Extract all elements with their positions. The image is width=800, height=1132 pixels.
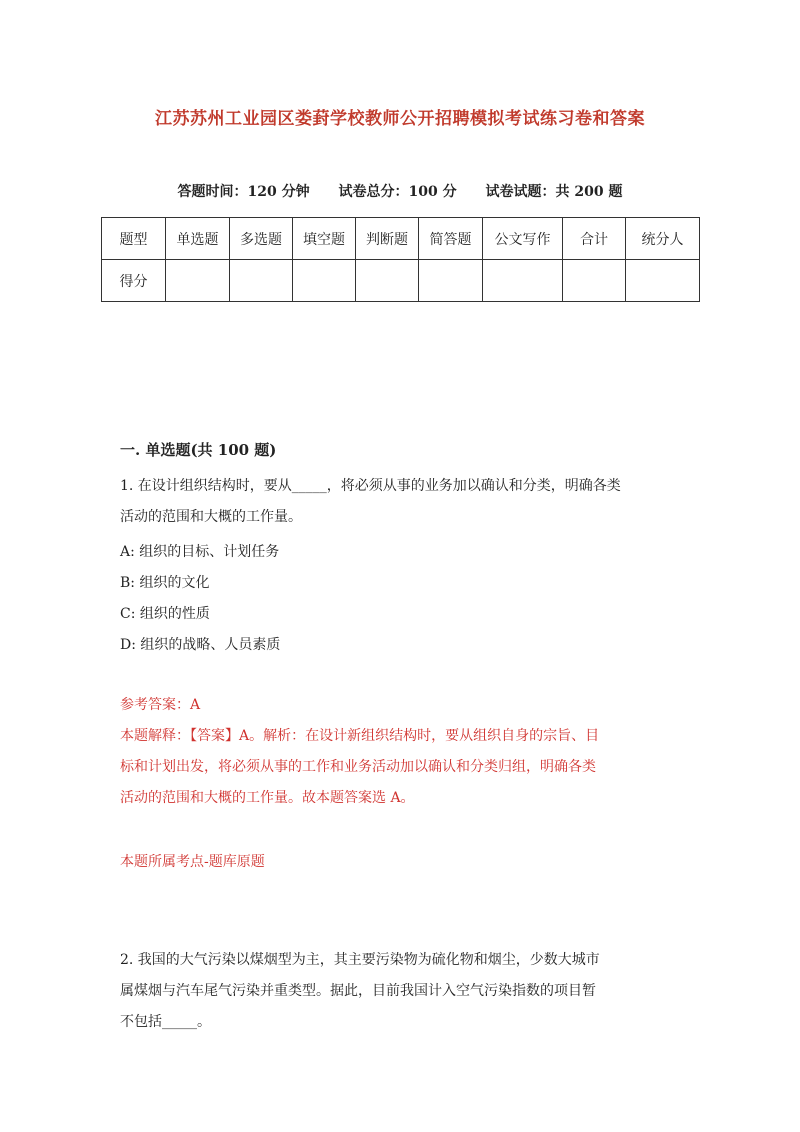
question-1-stem-line: 活动的范围和大概的工作量。 xyxy=(120,509,302,525)
score-cell[interactable] xyxy=(356,260,419,302)
question-1-explanation-line: 标和计划出发，将必须从事的工作和业务活动加以确认和分类归组，明确各类 xyxy=(120,759,596,775)
question-2-stem xyxy=(120,945,690,1038)
score-table-header-cell: 简答题 xyxy=(419,218,483,260)
question-1-option-a: A: 组织的目标、计划任务 xyxy=(120,544,280,560)
score-cell[interactable] xyxy=(483,260,563,302)
score-cell[interactable] xyxy=(563,260,626,302)
question-1-stem-line: 1. 在设计组织结构时，要从_____，将必须从事的业务加以确认和分类，明确各类 xyxy=(120,478,621,494)
score-table-header-cell: 多选题 xyxy=(230,218,293,260)
question-1-option-c: C: 组织的性质 xyxy=(120,606,210,622)
exam-meta xyxy=(0,181,800,201)
question-1-explanation-line: 活动的范围和大概的工作量。故本题答案选 A。 xyxy=(120,790,415,806)
score-cell[interactable] xyxy=(166,260,230,302)
exam-total-score: 试卷总分：100 分 xyxy=(338,184,457,200)
score-cell[interactable] xyxy=(293,260,356,302)
score-table-header-cell: 题型 xyxy=(102,218,166,260)
score-table-header-cell: 单选题 xyxy=(166,218,230,260)
score-table-header-cell: 公文写作 xyxy=(483,218,563,260)
score-row-label: 得分 xyxy=(102,260,166,302)
score-cell[interactable] xyxy=(230,260,293,302)
score-cell[interactable] xyxy=(626,260,700,302)
exam-question-count: 试卷试题：共 200 题 xyxy=(485,184,623,200)
section-heading: 一. 单选题(共 100 题) xyxy=(120,441,277,459)
score-cell[interactable] xyxy=(419,260,483,302)
score-table xyxy=(101,217,700,302)
question-1-explanation-line: 本题解释：【答案】A。解析：在设计新组织结构时，要从组织自身的宗旨、目 xyxy=(120,728,600,744)
question-1-option-b: B: 组织的文化 xyxy=(120,575,210,591)
question-2-stem-line: 属煤烟与汽车尾气污染并重类型。据此，目前我国计入空气污染指数的项目暂 xyxy=(120,983,596,999)
question-1-stem xyxy=(120,471,690,533)
score-table-header-cell: 判断题 xyxy=(356,218,419,260)
score-table-score-row xyxy=(102,260,700,302)
question-1-answer: 参考答案：A xyxy=(120,697,201,713)
score-table-header-cell: 统分人 xyxy=(626,218,700,260)
question-2-stem-line: 2. 我国的大气污染以煤烟型为主，其主要污染物为硫化物和烟尘，少数大城市 xyxy=(120,952,600,968)
score-table-header-row xyxy=(102,218,700,260)
question-2-stem-line: 不包括_____。 xyxy=(120,1014,211,1030)
exam-title: 江苏苏州工业园区娄葑学校教师公开招聘模拟考试练习卷和答案 xyxy=(155,109,645,129)
question-1-option-d: D: 组织的战略、人员素质 xyxy=(120,637,281,653)
score-table-header-cell: 填空题 xyxy=(293,218,356,260)
question-1-explanation xyxy=(120,721,690,814)
score-table-header-cell: 合计 xyxy=(563,218,626,260)
question-1-source: 本题所属考点-题库原题 xyxy=(120,854,265,870)
exam-time: 答题时间：120 分钟 xyxy=(177,184,310,200)
